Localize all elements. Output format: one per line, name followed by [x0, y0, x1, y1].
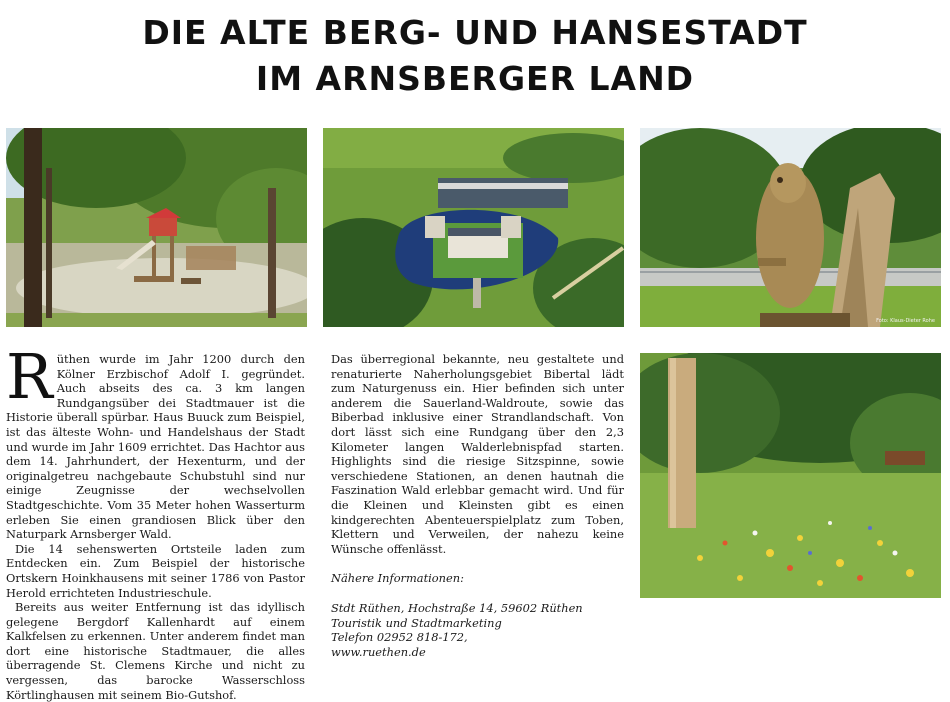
article-intro [6, 340, 305, 542]
castle-aerial-photo [323, 128, 624, 327]
info-box [331, 571, 624, 659]
paragraph-3: Bereits aus weiter Entfernung ist das idyllisch gelegene Bergdorf Kallenhardt auf einem Kalkfelsen zu erkennen. Unter anderem findet man dort eine historische Stadtmauer, die alles überragende St. Clemens Kirche und nicht zu vergessen, das barocke Wasserschloss Körtlinghausen mit seinem Bio-Gutshof. [6, 600, 305, 702]
drop-cap: R [6, 340, 53, 413]
paragraph-4: Das überregional bekannte, neu gestaltete und renaturierte Naherholungsgebiet Bibertal lädt zum Naturgenuss ein. Hier befinden sich unter anderem die Sauerland-Waldroute, sowie das Biberbad inklusive einer Strandlandschaft. Von dort lässt sich eine Rundgang über den 2,3 Kilometer langen Walderlebnispfad starten. Highlights sind die riesige Sitzspinne, sowie verschiedene Stationen, an denen hautnah die Faszination Wald erlebbar gemacht wird. Und für die Kleinen und Kleinsten gibt es einen kindgerechten Abenteuerspielplatz zum Toben, Klettern und Verweilen, der nahezu keine Wünsche offenlässt. [331, 352, 624, 556]
info-department: Touristik und Stadtmarketing [331, 615, 502, 630]
info-website-link[interactable]: www.ruethen.de [331, 644, 426, 659]
paragraph-2: Die 14 sehenswerten Ortsteile laden zum Entdecken ein. Zum Beispiel der historische Ortskern Hoinkhausens mit seiner 1786 von Pastor Herold errichteten Industrieschule. [6, 541, 305, 600]
info-lead: Nähere Informationen: [331, 571, 464, 586]
headline-line-2: IM ARNSBERGER LAND [255, 59, 695, 98]
info-phone: Telefon 02952 818-172, [331, 630, 468, 645]
playground-photo [6, 128, 307, 327]
info-address: Stdt Rüthen, Hochstraße 14, 59602 Rüthen [331, 600, 583, 615]
photo-credit: Foto: Klaus-Dieter Rohe [876, 318, 935, 324]
headline [0, 10, 950, 102]
beaver-sculpture-photo [640, 128, 941, 327]
meadow-photo [640, 353, 941, 598]
paragraph-1: üthen wurde im Jahr 1200 durch den Kölner Erzbischof Adolf I. gegründet. Auch abseits des ca. 3 km langen Rundgangsüber dei Stadtmauer ist die Historie überall spürbar. Haus Buuck zum Beispiel, ist das älteste Wohn- und Handelshaus der Stadt und wurde im Jahr 1609 errichtet. Das Hachtor aus dem 14. Jahrhundert, der Hexenturm, und der originalgetreu nachgebaute Schubstuhl sind nur einige Zeugnisse der wechselvollen Stadtgeschichte. Vom 35 Meter hohen Wasserturm erleben Sie einen grandiosen Blick über den Naturpark Arnsberger Wald. [6, 352, 305, 542]
article-column-2 [331, 352, 624, 659]
article-column-1 [6, 340, 305, 702]
headline-line-1: DIE ALTE BERG- UND HANSESTADT [142, 13, 808, 52]
